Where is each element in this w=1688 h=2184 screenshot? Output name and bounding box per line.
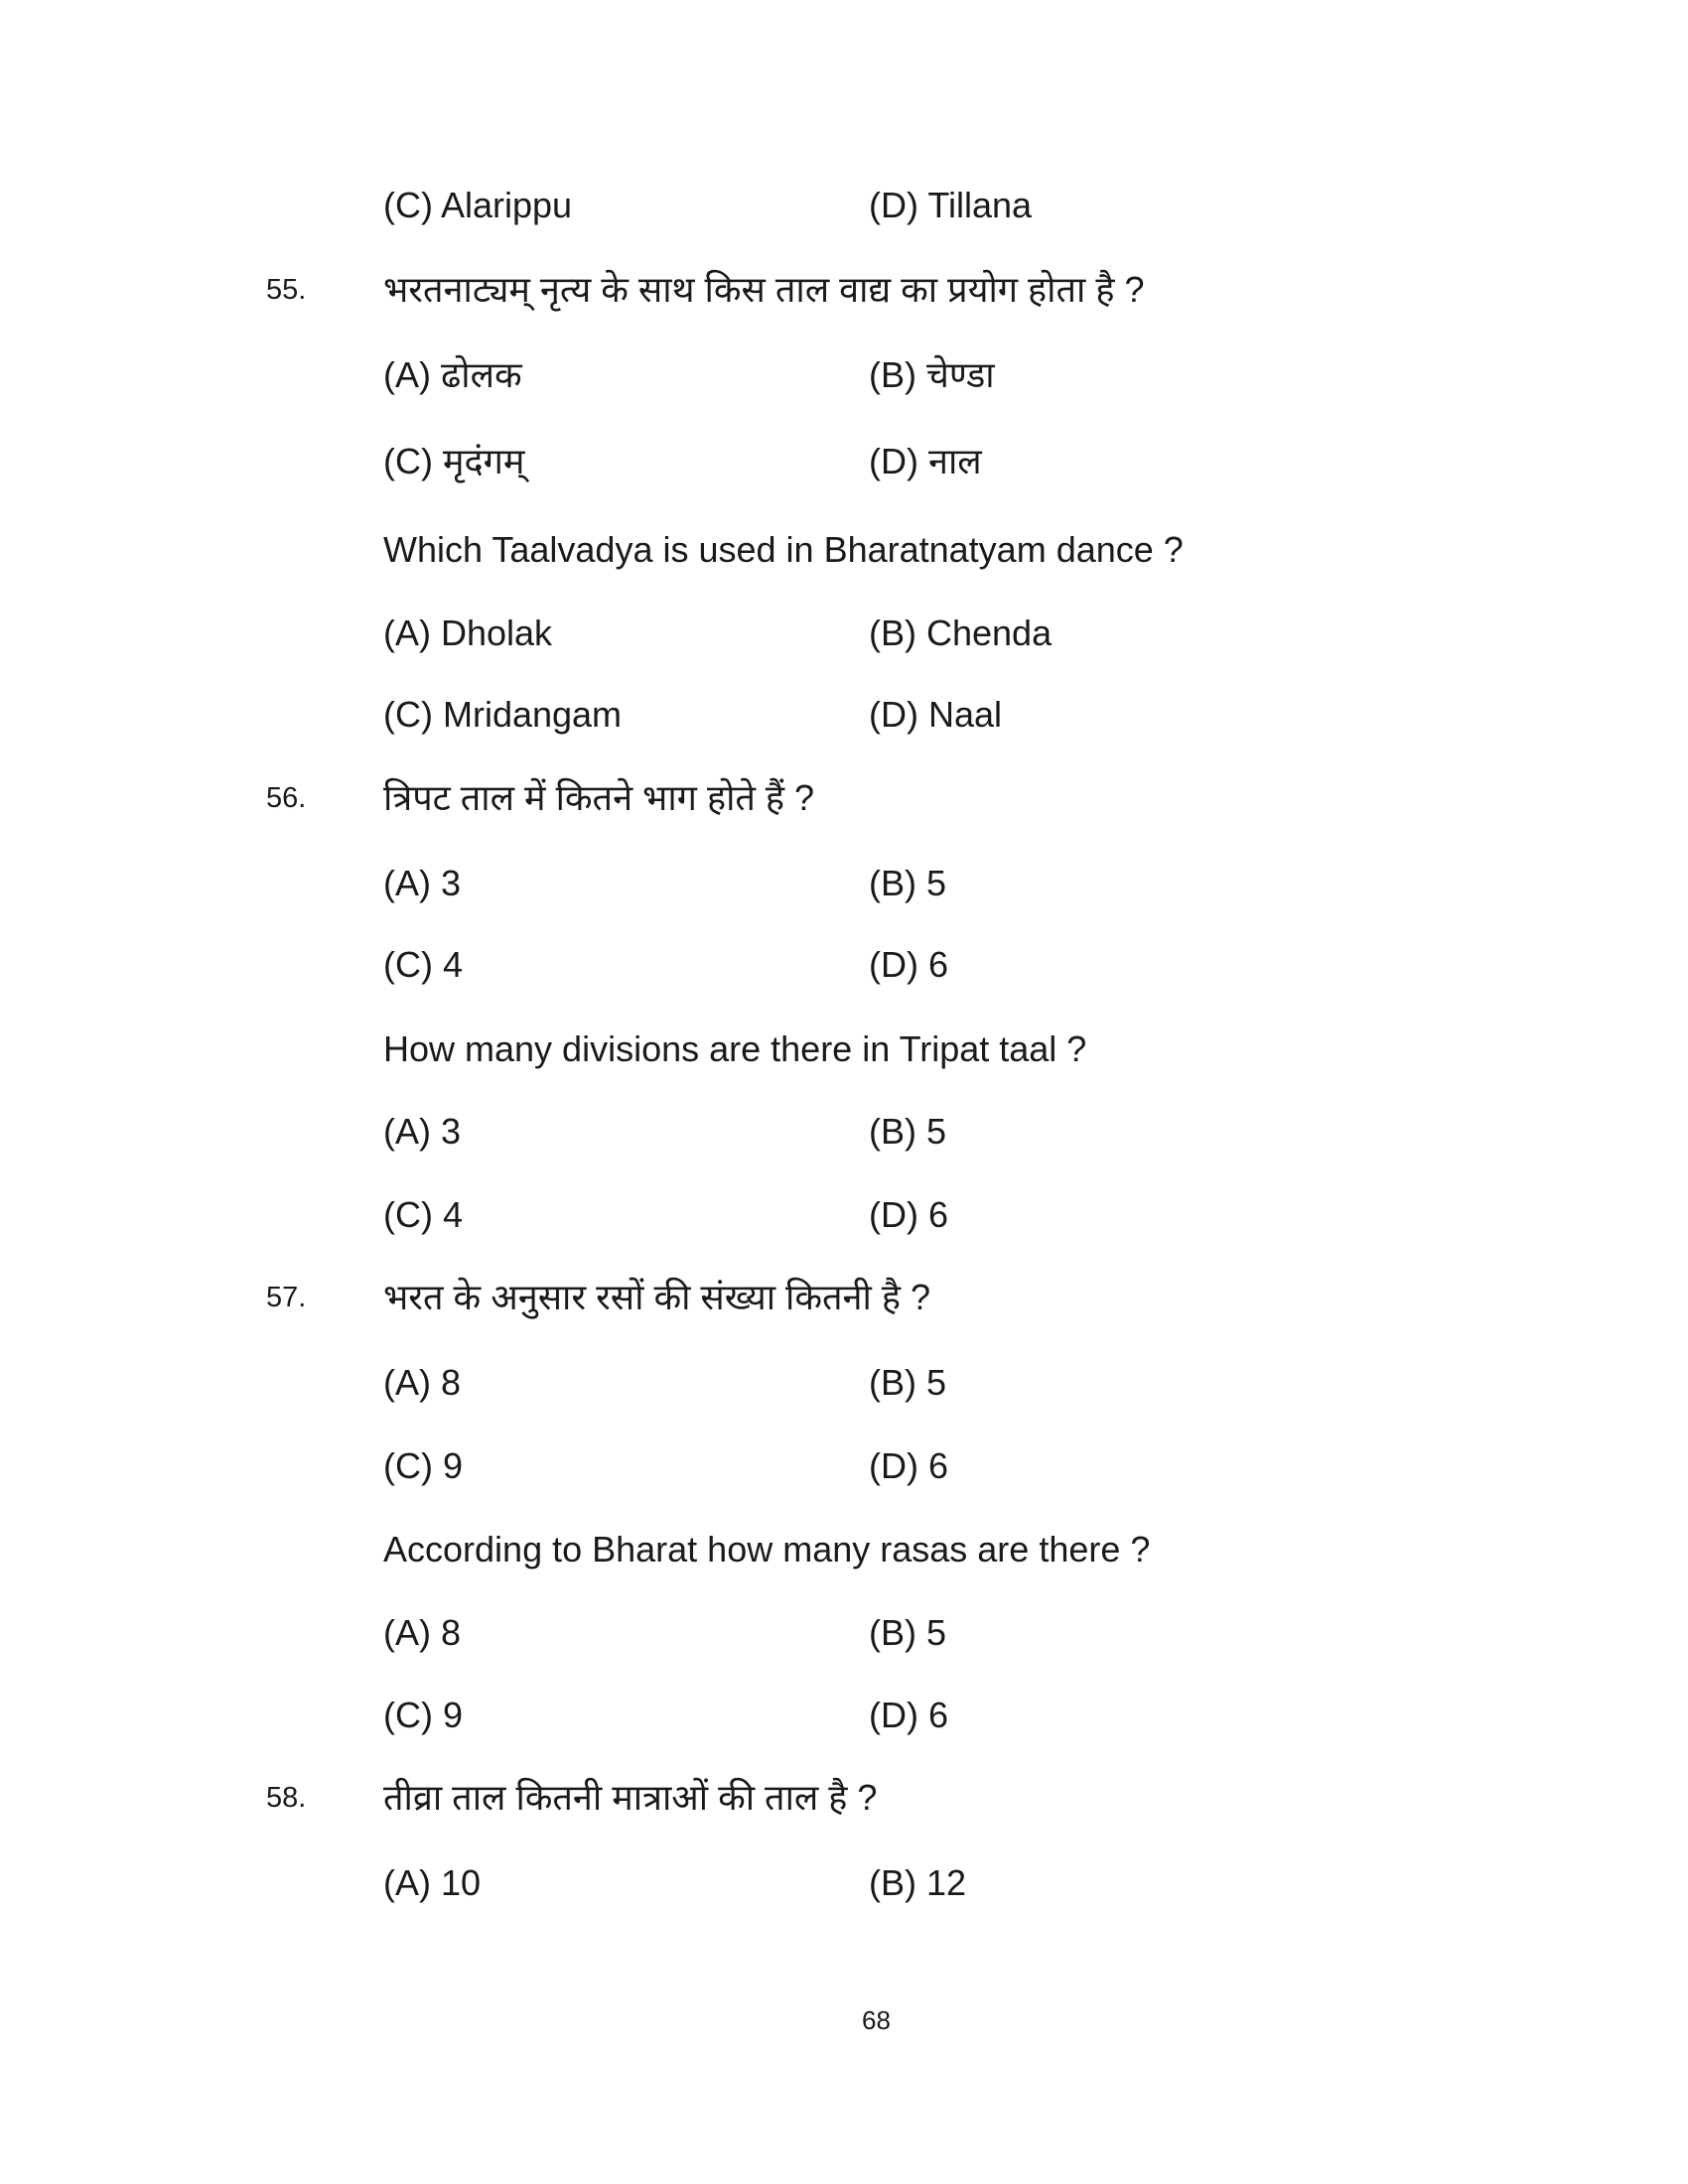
option-hindi: (A) ढोलक (383, 354, 522, 395)
option-hindi: (B) चेण्डा (869, 354, 995, 395)
option-hindi: (A) 8 (383, 1362, 462, 1403)
option-hindi: (D) 6 (869, 1445, 948, 1486)
question-text-english: Which Taalvadya is used in Bharatnatyam dance ? (383, 529, 1184, 570)
option-english: (D) 6 (869, 1695, 948, 1735)
option-hindi: (A) 3 (383, 863, 462, 903)
question-text-hindi: भरतनाट्यम् नृत्य के साथ किस ताल वाद्य का प्रयोग होता है ? (383, 269, 1145, 310)
option-english: (A) 8 (383, 1612, 462, 1653)
question-number: 56. (266, 782, 307, 814)
option-english: (A) 3 (383, 1111, 462, 1152)
option-english: (B) 5 (869, 1612, 947, 1653)
option-hindi: (A) 10 (383, 1862, 482, 1903)
option-english: (B) 5 (869, 1111, 947, 1152)
option-hindi: (D) नाल (869, 441, 982, 481)
question-text-hindi: तीव्रा ताल कितनी मात्राओं की ताल है ? (383, 1777, 878, 1818)
option-english: (A) Dholak (383, 613, 553, 653)
option-hindi: (B) 5 (869, 863, 947, 903)
option-english: (D) Naal (869, 694, 1003, 735)
page-number: 68 (862, 2005, 891, 2035)
option-english: (B) Chenda (869, 613, 1053, 653)
option-english: (C) 4 (383, 1194, 463, 1235)
option-hindi: (B) 12 (869, 1862, 967, 1903)
question-text-english: According to Bharat how many rasas are there ? (383, 1529, 1151, 1570)
question-text-hindi: भरत के अनुसार रसों की संख्या कितनी है ? (383, 1277, 930, 1317)
option-hindi: (B) 5 (869, 1362, 947, 1403)
option-english: (C) 9 (383, 1695, 463, 1735)
option-c-carryover: (C) Alarippu (383, 185, 573, 225)
option-english: (D) 6 (869, 1194, 948, 1235)
question-number: 55. (266, 274, 307, 306)
option-english: (C) Mridangam (383, 694, 623, 735)
option-hindi: (C) 9 (383, 1445, 463, 1486)
question-text-hindi: त्रिपट ताल में कितने भाग होते हैं ? (383, 777, 815, 818)
question-number: 57. (266, 1282, 307, 1313)
option-hindi: (D) 6 (869, 944, 948, 985)
option-d-carryover: (D) Tillana (869, 185, 1033, 225)
option-hindi: (C) मृदंगम् (383, 441, 525, 481)
question-text-english: How many divisions are there in Tripat taal ? (383, 1028, 1087, 1069)
question-number: 58. (266, 1782, 307, 1814)
option-hindi: (C) 4 (383, 944, 463, 985)
